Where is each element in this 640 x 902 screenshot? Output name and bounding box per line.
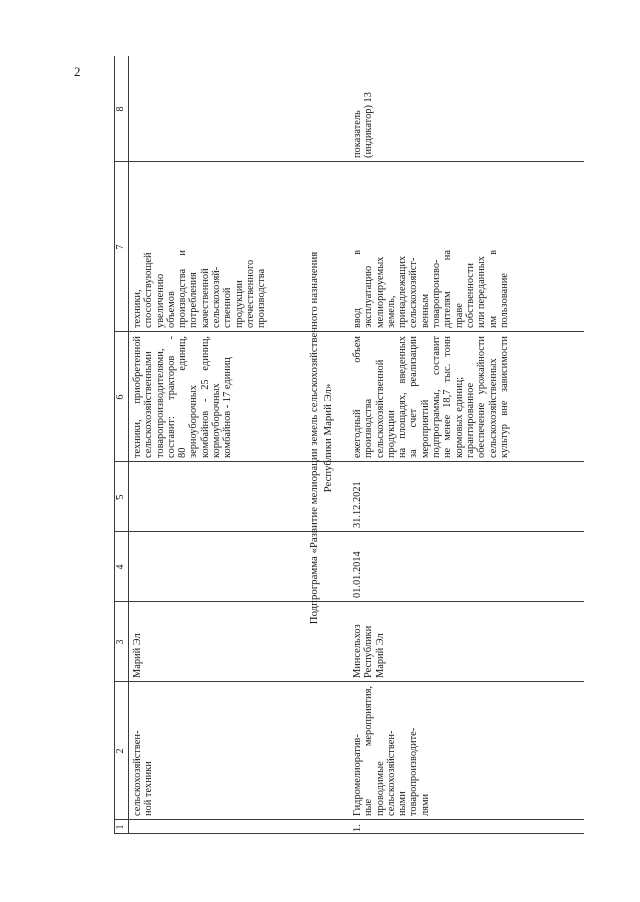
row1-start-date: 01.01.2014 (352, 551, 363, 598)
column-divider (114, 681, 584, 682)
top-cell-consequences: техники, способствующей увеличению объемов производства и потребления качественной сельскохозяй- ственной продукции отечественного производства (132, 250, 268, 328)
row1-end-date: 31.12.2021 (352, 481, 363, 528)
row1-number: 1. (352, 824, 363, 832)
row1-executor: Минсельхоз Республики Марий Эл (352, 624, 386, 678)
column-divider (114, 461, 584, 462)
header-col-2: 2 (115, 748, 126, 754)
subprogram-title-line-1: Подпрограмма «Развитие мелиорации земель сельскохозяйственного назначения (308, 251, 320, 625)
top-cell-expected-result: техники, приобретенной сельскохозяйственными товаропроизводителями, составит: тракторов - 80 единиц, зерноуборочных комбайнов - 25 единиц, кормоуборочных комбайнов - 17 единиц (132, 336, 234, 458)
header-col-8: 8 (115, 106, 126, 112)
row1-indicator: показатель (индикатор) 13 (352, 92, 375, 158)
column-divider (114, 531, 584, 532)
column-divider (114, 833, 584, 834)
header-col-6: 6 (115, 394, 126, 400)
header-col-3: 3 (115, 639, 126, 645)
column-divider (114, 601, 584, 602)
row1-expected-result: ежегодный объем производства сельскохозяйственной продукции на площадях, введенных за счет реализации мероприятий подпрограммы, составит не менее 18,7 тыс. тонн кормовых единиц; гарантированное обеспечение урожайности сельскохозяйственных культур вне зависимости (352, 336, 510, 458)
page-number: 2 (74, 64, 81, 79)
column-divider (114, 331, 584, 332)
column-divider (114, 161, 584, 162)
subprogram-title-line-2: Республики Марий Эл» (322, 383, 334, 493)
header-bottom-rule (128, 56, 129, 834)
row1-activity: Гидромелиоратив- ные мероприятия, проводимые сельскохозяйствен- ными товаропроизводите- лями (352, 686, 431, 816)
header-col-5: 5 (115, 494, 126, 500)
top-cell-equipment-name: сельскохозяйствен- ной техники (132, 730, 155, 816)
header-col-7: 7 (115, 244, 126, 250)
row1-consequences: ввод в эксплуатацию мелиорируемых земель, принадлежащих сельскохозяйст- венным товаропроизво- дителям на праве собственности или переданных им в пользование (352, 250, 510, 328)
program-table (114, 56, 584, 834)
column-divider (114, 819, 584, 820)
header-col-4: 4 (115, 564, 126, 570)
header-col-1: 1 (115, 824, 126, 830)
top-cell-executor: Марий Эл (132, 633, 143, 678)
